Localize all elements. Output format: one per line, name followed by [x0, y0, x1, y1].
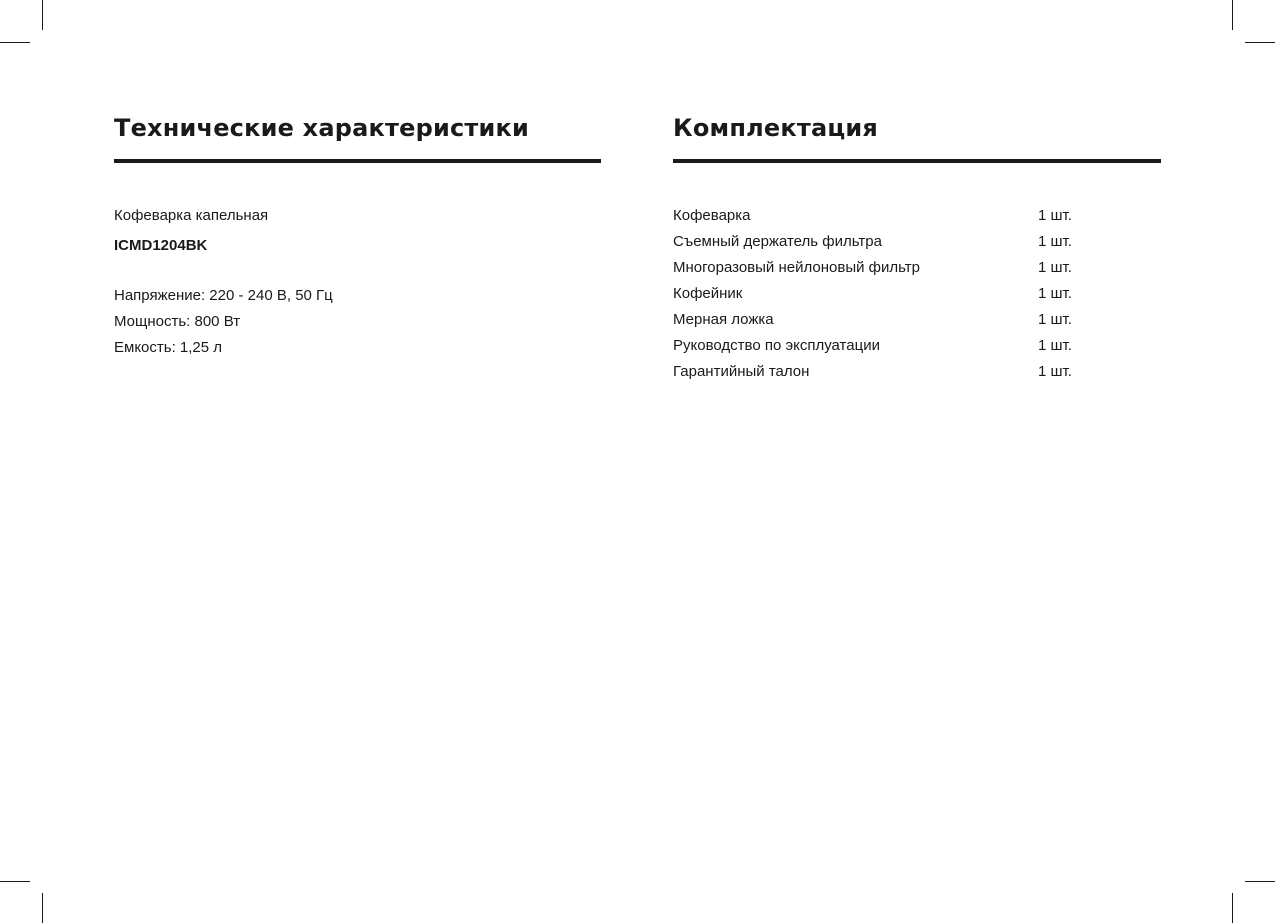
- spec-power: Мощность: 800 Вт: [114, 313, 241, 330]
- crop-mark-top-right-horizontal: [1245, 42, 1275, 43]
- crop-mark-bottom-right-vertical: [1232, 893, 1233, 923]
- list-item: [673, 310, 1161, 336]
- item-quantity: 1 шт.: [1038, 233, 1072, 250]
- item-name: Руководство по эксплуатации: [673, 337, 880, 354]
- item-name: Мерная ложка: [673, 311, 774, 328]
- package-heading: Комплектация: [673, 114, 878, 142]
- item-name: Кофеварка: [673, 207, 751, 224]
- product-type: Кофеварка капельная: [114, 207, 269, 224]
- crop-mark-bottom-right-horizontal: [1245, 881, 1275, 882]
- package-section: [673, 112, 1161, 380]
- item-name: Многоразовый нейлоновый фильтр: [673, 259, 920, 276]
- specs-section: [114, 112, 601, 356]
- crop-mark-top-left-vertical: [42, 0, 43, 30]
- spec-capacity: Емкость: 1,25 л: [114, 339, 223, 356]
- item-quantity: 1 шт.: [1038, 363, 1072, 380]
- specs-heading-rule: [114, 159, 601, 163]
- model-number: ICMD1204BK: [114, 237, 208, 254]
- list-item: [673, 362, 1161, 388]
- list-item: [673, 336, 1161, 362]
- item-name: Кофейник: [673, 285, 743, 302]
- list-item: [673, 284, 1161, 310]
- crop-mark-bottom-left-vertical: [42, 893, 43, 923]
- item-quantity: 1 шт.: [1038, 337, 1072, 354]
- crop-mark-bottom-left-horizontal: [0, 881, 30, 882]
- item-quantity: 1 шт.: [1038, 311, 1072, 328]
- item-quantity: 1 шт.: [1038, 285, 1072, 302]
- crop-mark-top-left-horizontal: [0, 42, 30, 43]
- package-heading-rule: [673, 159, 1161, 163]
- item-name: Съемный держатель фильтра: [673, 233, 882, 250]
- crop-mark-top-right-vertical: [1232, 0, 1233, 30]
- item-quantity: 1 шт.: [1038, 207, 1072, 224]
- spec-voltage: Напряжение: 220 - 240 В, 50 Гц: [114, 287, 333, 304]
- package-list: [673, 206, 1161, 388]
- list-item: [673, 258, 1161, 284]
- item-name: Гарантийный талон: [673, 363, 810, 380]
- item-quantity: 1 шт.: [1038, 259, 1072, 276]
- list-item: [673, 206, 1161, 232]
- list-item: [673, 232, 1161, 258]
- specs-heading: Технические характеристики: [114, 114, 530, 142]
